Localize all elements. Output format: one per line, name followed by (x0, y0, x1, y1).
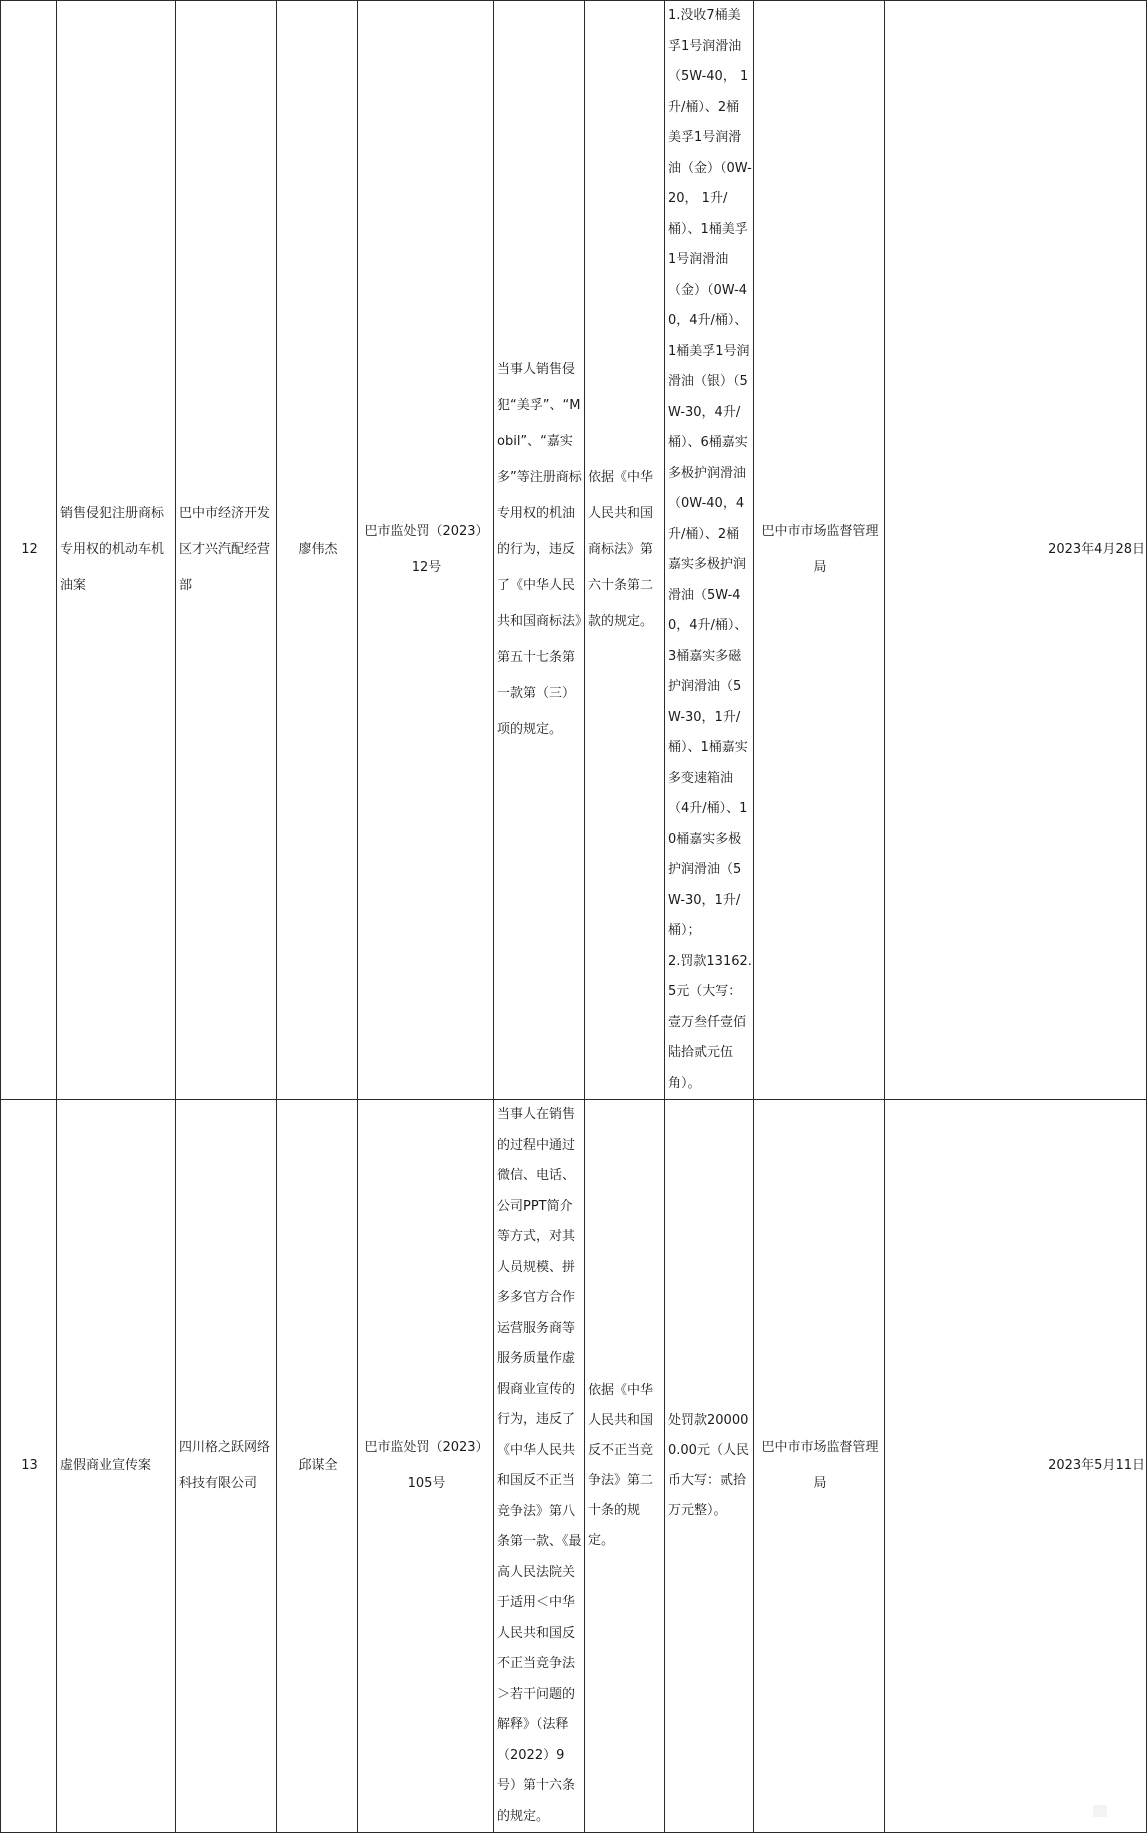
scan-artifact (1093, 1805, 1107, 1817)
decision-date: 2023年5月11日 (885, 1100, 1147, 1833)
document-number: 巴市监处罚（2023）12号 (358, 1, 494, 1100)
legal-representative: 廖伟杰 (277, 1, 358, 1100)
penalty-decision (665, 1100, 754, 1833)
authority: 巴中市市场监督管理局 (754, 1100, 885, 1833)
penalty-basis (585, 1100, 665, 1833)
violation-description (494, 1, 585, 1100)
case-name: 虚假商业宣传案 (57, 1100, 176, 1833)
decision-date: 2023年4月28日 (885, 1, 1147, 1100)
decision-text: 1.没收7桶美孚1号润滑油（5W-40， 1升/桶）、2桶美孚1号润滑油（金）（0W-20， 1升/桶）、1桶美孚1号润滑油（金）（0W-40，4升/桶）、1桶美孚1号润滑油（银）（5W-30，4升/桶）、6桶嘉实多极护润滑油（0W-40，4升/桶）、2桶嘉实多极护润滑油（5W-40，4升/桶）、3桶嘉实多磁护润滑油（5W-30，1升/桶）、1桶嘉实多变速箱油 （4升/桶）、10桶嘉实多极护润滑油（5W-30，1升/桶）； 2.罚款13162.5元（大写：壹万叁仟壹佰陆拾贰元伍角）。 (668, 8, 752, 1091)
violation-text: 当事人销售侵犯“美孚”、“Mobil”、“嘉实多”等注册商标专用权的机油的行为，违反了《中华人民共和国商标法》第五十七条第一款第（三）项的规定。 (497, 362, 582, 737)
document-number: 巴市监处罚（2023）105号 (358, 1100, 494, 1833)
violation-description (494, 1100, 585, 1833)
party-name: 四川格之跃网络科技有限公司 (176, 1100, 277, 1833)
penalty-basis (585, 1, 665, 1100)
party-name: 巴中市经济开发区才兴汽配经营部 (176, 1, 277, 1100)
basis-text: 依据《中华人民共和国反不正当竞争法》第二十条的规定。 (588, 1383, 654, 1548)
violation-text: 当事人在销售的过程中通过微信、电话、公司PPT简介等方式，对其人员规模、拼多多官方合作运营服务商等服务质量作虚假商业宣传的行为，违反了《中华人民共和国反不正当竞争法》第八条第一款、《最高人民法院关于适用＜中华人民共和国反不正当竞争法＞若干问题的解释》（法释（2022）9号）第十六条的规定。 (497, 1107, 582, 1824)
table-row (1, 1, 1147, 1100)
decision-text: 处罚款200000.00元（人民币大写：贰拾万元整）。 (668, 1413, 749, 1518)
penalty-decision (665, 1, 754, 1100)
authority: 巴中市市场监督管理局 (754, 1, 885, 1100)
case-name: 销售侵犯注册商标专用权的机动车机油案 (57, 1, 176, 1100)
basis-text: 依据《中华人民共和国商标法》第六十条第二款的规定。 (588, 470, 654, 629)
row-index: 12 (1, 1, 57, 1100)
legal-representative: 邱谋全 (277, 1100, 358, 1833)
row-index: 13 (1, 1100, 57, 1833)
table-row (1, 1100, 1147, 1833)
